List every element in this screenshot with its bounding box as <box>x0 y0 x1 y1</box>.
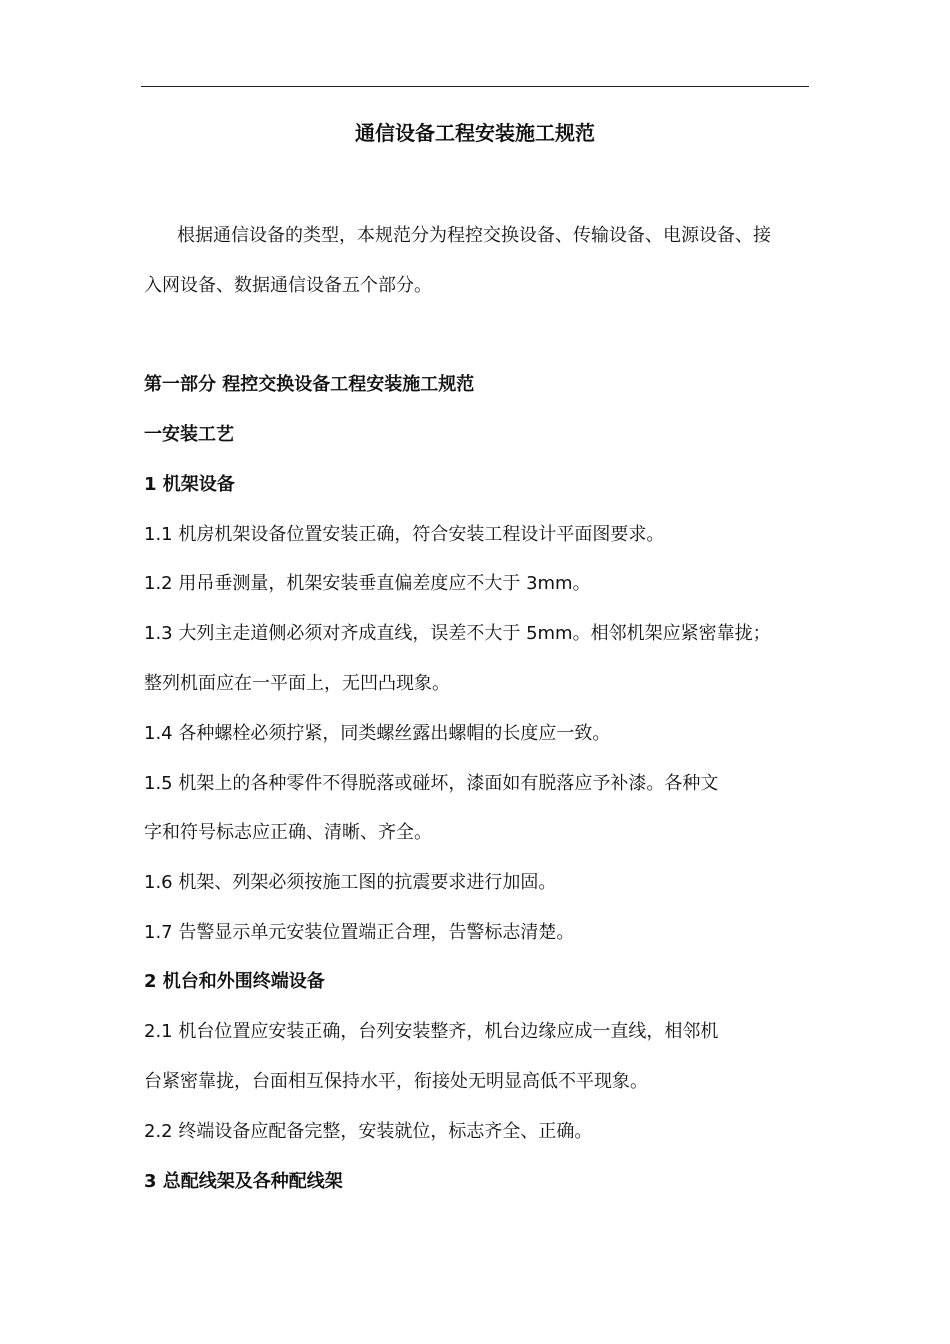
clause-1-1: 1.1 机房机架设备位置安装正确，符合安装工程设计平面图要求。 <box>144 524 665 545</box>
subsection-heading-2: 2 机台和外围终端设备 <box>144 971 325 992</box>
clause-1-3-line-2: 整列机面应在一平面上，无凹凸现象。 <box>144 673 450 694</box>
clause-1-2: 1.2 用吊垂测量，机架安装垂直偏差度应不大于 3mm。 <box>144 573 591 594</box>
clause-1-5-line-1: 1.5 机架上的各种零件不得脱落或碰坏，漆面如有脱落应予补漆。各种文 <box>144 773 719 794</box>
subsection-heading-3: 3 总配线架及各种配线架 <box>144 1171 343 1192</box>
intro-line-2: 入网设备、数据通信设备五个部分。 <box>144 275 432 296</box>
clause-1-5-line-2: 字和符号标志应正确、清晰、齐全。 <box>144 822 432 843</box>
clause-1-4: 1.4 各种螺栓必须拧紧，同类螺丝露出螺帽的长度应一致。 <box>144 723 611 744</box>
header-rule <box>141 86 809 87</box>
document-title: 通信设备工程安装施工规范 <box>355 121 595 145</box>
clause-2-1-line-1: 2.1 机台位置应安装正确，台列安装整齐，机台边缘应成一直线，相邻机 <box>144 1021 719 1042</box>
clause-2-1-line-2: 台紧密靠拢，台面相互保持水平，衔接处无明显高低不平现象。 <box>144 1071 648 1092</box>
section-heading: 一安装工艺 <box>144 424 234 445</box>
clause-1-6: 1.6 机架、列架必须按施工图的抗震要求进行加固。 <box>144 872 557 893</box>
clause-1-7: 1.7 告警显示单元安装位置端正合理，告警标志清楚。 <box>144 922 575 943</box>
part-heading: 第一部分 程控交换设备工程安装施工规范 <box>144 374 475 395</box>
clause-2-2: 2.2 终端设备应配备完整，安装就位，标志齐全、正确。 <box>144 1121 593 1142</box>
clause-1-3-line-1: 1.3 大列主走道侧必须对齐成直线，误差不大于 5mm。相邻机架应紧密靠拢； <box>144 623 771 644</box>
subsection-heading-1: 1 机架设备 <box>144 474 235 495</box>
intro-line-1: 根据通信设备的类型，本规范分为程控交换设备、传输设备、电源设备、接 <box>177 225 771 246</box>
